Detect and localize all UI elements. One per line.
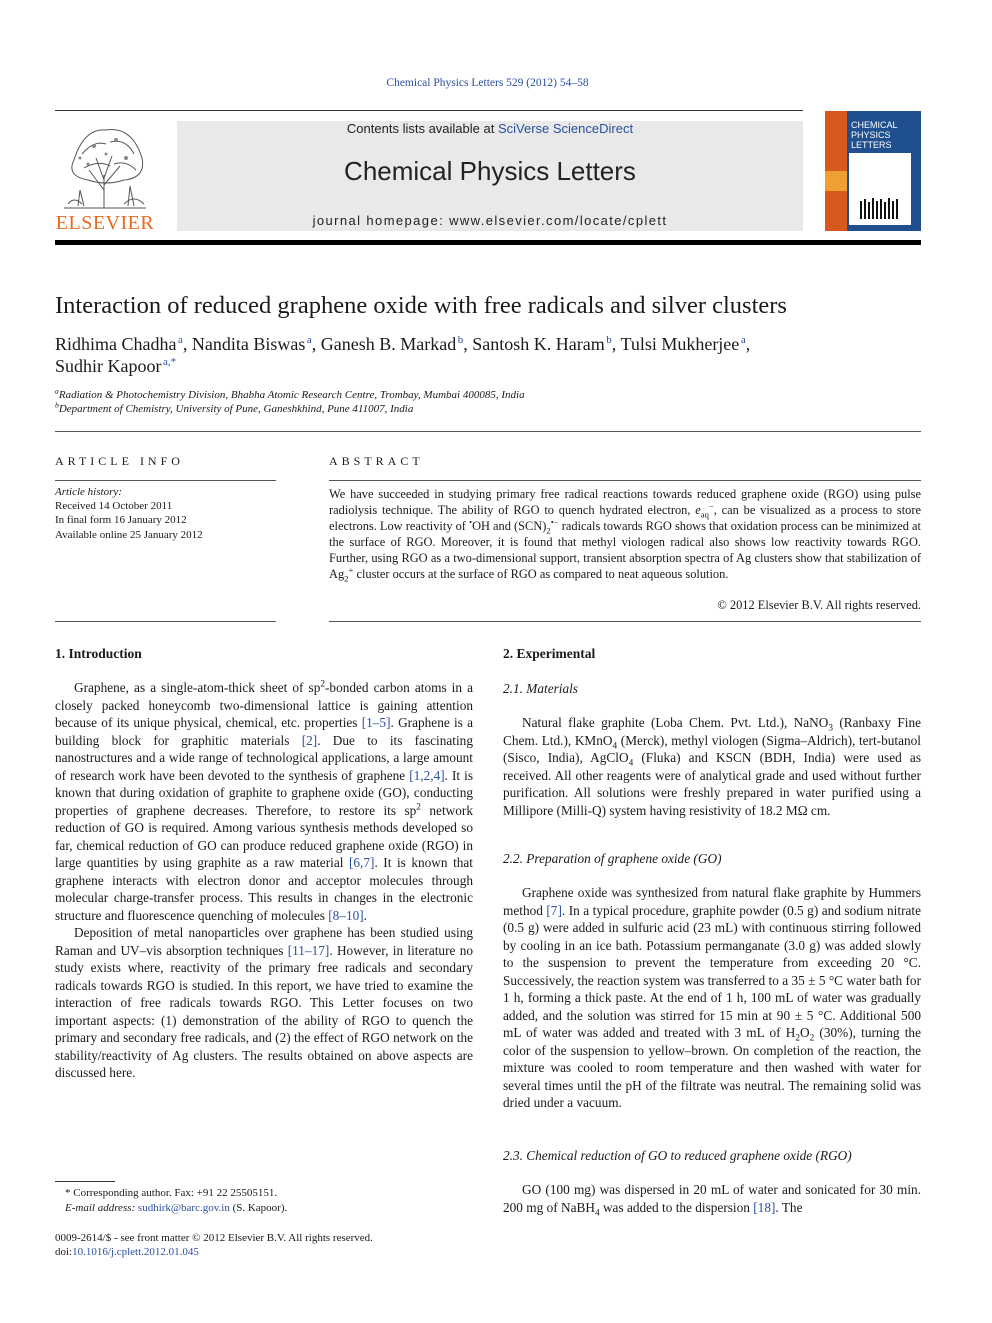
email-line — [55, 1201, 473, 1216]
final-form-date: In final form 16 January 2012 — [55, 514, 187, 527]
author-affil-mark[interactable]: a — [306, 334, 312, 346]
author-affil-mark[interactable]: a,* — [163, 356, 177, 368]
header-rule — [55, 110, 803, 111]
paragraph: Deposition of metal nanoparticles over graphene has been studied using Raman and UV–vis absorption techniques [11–17]. However, in literature no study exists where, reactivity of the primary free radicals and secondary radicals towards RGO is studied. In this report, we have tried to examine the interaction of free radicals towards RGO. This Letter focuses on two important aspects: (1) demonstration of the ability of RGO to quench the primary and secondary free radicals, and (2) the effect of RGO network on the stability/reactivity of Ag clusters. The results obtained on above aspects are discussed here. — [55, 925, 473, 1080]
paragraph: GO (100 mg) was dispersed in 20 mL of water and sonicated for 30 min. 200 mg of NaBH$_4$ was added to the dispersion [18]. The — [503, 1182, 921, 1219]
author-name: Nandita Biswas — [191, 334, 306, 354]
corresponding-author-footnote — [55, 1186, 473, 1215]
citation-link[interactable]: [18] — [753, 1199, 776, 1215]
publisher-logo-text: ELSEVIER — [55, 212, 155, 234]
homepage-prefix: journal homepage: — [312, 213, 450, 228]
citation-link[interactable]: [2] — [301, 732, 318, 748]
footnote-rule — [55, 1181, 115, 1182]
front-matter — [55, 1231, 473, 1259]
corresponding-author-note: * Corresponding author. Fax: +91 22 25505151. — [65, 1187, 278, 1199]
email-suffix: (S. Kapoor). — [229, 1201, 288, 1214]
cover-title-line: PHYSICS — [851, 130, 891, 140]
abstract-bottom-rule — [329, 621, 921, 622]
introduction-body — [55, 679, 473, 1082]
citation-link[interactable]: [11–17] — [287, 942, 330, 958]
affiliation-b — [55, 400, 414, 415]
affiliation-mark: a — [55, 386, 59, 396]
email-link[interactable]: sudhirk@barc.gov.in — [137, 1201, 230, 1214]
elsevier-logo — [54, 120, 156, 234]
affiliation-text: Radiation & Photochemistry Division, Bhabha Atomic Research Centre, Trombay, Mumbai 400085, India — [58, 389, 525, 401]
article-history — [55, 485, 276, 542]
abstract-text: We have succeeded in studying primary free radical reactions towards reduced graphene oxide (RGO) using pulse radiolysis technique. The ability of RGO to quench hydrated electron, $e_{aq}^-$, can be visualized as a process to store electrons. Low reactivity of •OH and $(SCN)_2^{•-}$ radicals towards RGO shows that oxidation process can be minimized at the surface of RGO. Moreover, it is found that methyl viologen radical also shows low reactivity towards RGO. Further, using RGO as a two-dimensional support, transient absorption spectra of Ag clusters show that stabilization of $Ag_2^+$ cluster occurs at the surface of RGO as compared to neat aqueous solution. — [329, 487, 921, 584]
author-name: Tulsi Mukherjee — [620, 334, 740, 354]
header-thick-rule — [55, 240, 921, 245]
materials-heading: 2.1. Materials — [503, 681, 578, 696]
author-affil-mark[interactable]: a — [178, 334, 183, 346]
journal-title: Chemical Physics Letters — [344, 156, 636, 186]
homepage-url[interactable]: www.elsevier.com/locate/cplett — [449, 213, 668, 228]
citation-link[interactable]: [7] — [546, 902, 562, 918]
author-name: Santosh K. Haram — [472, 334, 605, 354]
journal-cover — [825, 111, 921, 231]
author-affil-mark[interactable]: a — [740, 334, 746, 346]
sciencedirect-link[interactable]: SciVerse ScienceDirect — [497, 121, 634, 136]
article-info-bottom-rule — [55, 621, 276, 622]
author-affil-mark[interactable]: b — [606, 334, 612, 346]
introduction-heading: 1. Introduction — [55, 646, 142, 661]
citation-link[interactable]: [6,7] — [348, 855, 375, 870]
affiliation-mark: b — [55, 400, 59, 410]
author-name: Ganesh B. Markad — [320, 334, 457, 354]
doi-line — [55, 1245, 473, 1259]
citation-link[interactable]: [1–5] — [361, 715, 391, 730]
affiliation-a — [55, 386, 525, 401]
citation-link[interactable]: [1,2,4] — [409, 767, 445, 783]
abstract-rule — [329, 480, 921, 481]
affiliation-text: Department of Chemistry, University of Pune, Ganeshkhind, Pune 411007, India — [58, 403, 414, 415]
reduction-body — [503, 1181, 921, 1219]
article-info-rule — [55, 480, 276, 481]
abstract-heading: ABSTRACT — [329, 454, 424, 468]
contents-prefix: Contents lists available at — [346, 121, 498, 136]
issn-line: 0009-2614/$ - see front matter © 2012 Elsevier B.V. All rights reserved. — [55, 1232, 373, 1244]
received-date: Received 14 October 2011 — [55, 500, 173, 513]
experimental-heading: 2. Experimental — [503, 646, 596, 661]
online-date: Available online 25 January 2012 — [55, 528, 203, 541]
reduction-heading: 2.3. Chemical reduction of GO to reduced graphene oxide (RGO) — [503, 1148, 852, 1163]
author-affil-mark[interactable]: b — [457, 334, 464, 346]
doi-link[interactable]: 10.1016/j.cplett.2012.01.045 — [72, 1246, 199, 1258]
paragraph: Graphene, as a single-atom-thick sheet of $sp^2$-bonded carbon atoms in a closely packed honeycomb two-dimensional lattice is gaining attention because of its unique physical, chemical, etc. properties [1–5]. Graphene is a building block for graphitic materials [2]. Due to its fascinating nanostructures and a wide range of technological applications, a large amount of research work have been devoted to the synthesis of graphene [1,2,4]. It is known that during oxidation of graphite to graphene oxide (GO), conducting properties of graphene decreases. Therefore, to restore its $sp^2$ network reduction of GO is required. Among various synthesis methods developed so far, chemical reduction of GO can produce reduced graphene oxide (RGO) in large quantities by using graphite as a raw material [6,7]. It is known that graphene interacts with electron donor and acceptor molecules through molecular charge-transfer process. This results in changes in the electronic structure and fluorescence quenching of molecules [8–10]. — [55, 679, 474, 923]
article-info-heading: ARTICLE INFO — [55, 454, 184, 468]
article-title: Interaction of reduced graphene oxide with free radicals and silver clusters — [55, 292, 787, 319]
preparation-go-body — [503, 884, 921, 1112]
paragraph: Natural flake graphite (Loba Chem. Pvt. Ltd.), NaNO$_3$ (Ranbaxy Fine Chem. Ltd.), KMnO$_4$ (Merck), methyl viologen (Sigma–Aldrich), tert-butanol (Sisco, India), AgClO$_4$ (Fluka) and KSCN (BDH, India) were used as received. All other reagents were of analytical grade and used without further purification. All solutions were freshly prepared in water purified using a Millipore (Milli-Q) system having resistivity of 18.2 MΩ cm. — [503, 715, 921, 818]
history-label: Article history: — [55, 486, 122, 498]
author-name: Ridhima Chadha — [55, 334, 177, 354]
title-block-rule — [55, 431, 921, 432]
citation-link[interactable]: [8–10] — [328, 907, 364, 923]
author-name: Sudhir Kapoor — [55, 356, 162, 376]
author-list: Ridhima Chadha $^a$, Nandita Biswas $^a$, Ganesh B. Markad $^b$, Santosh K. Haram $^b$, Tulsi Mukherjee $^a$, Sudhir Kapoor $^{a,*}$ — [55, 334, 751, 376]
contents-line — [177, 121, 803, 136]
doi-prefix: doi: — [55, 1246, 73, 1258]
email-label: E-mail address: — [65, 1201, 136, 1214]
copyright-notice: © 2012 Elsevier B.V. All rights reserved. — [717, 598, 921, 612]
paragraph: Graphene oxide was synthesized from natural flake graphite by Hummers method [7]. In a typical procedure, graphite powder (0.5 g) and sodium nitrate (0.5 g) were added in sulfuric acid (23 mL) with continuous stirring followed by cooling in an ice bath. Potassium permanganate (3.0 g) was added slowly to the suspension to prevent the temperature from exceeding 20 °C. Successively, the reaction system was transferred to a 35 ± 5 °C water bath for 1 h, forming a thick paste. At the end of 1 h, 100 mL of water was gradually added, and the solution was stirred for 15 min at 90 ± 5 °C. Additional 500 mL of water was added and treated with 3 mL of $H_2O_2$ (30%), turning the color of the suspension to yellow–brown. On completion of the reaction, the mixture was cooled to room temperature and then washed with water for several times until the pH of the filtrate was neutral. The remaining solid was dried under a vacuum. — [503, 885, 921, 1110]
preparation-go-heading: 2.2. Preparation of graphene oxide (GO) — [503, 851, 722, 866]
journal-homepage — [177, 213, 803, 228]
cover-title-line: LETTERS — [851, 140, 892, 150]
journal-citation[interactable]: Chemical Physics Letters 529 (2012) 54–58 — [386, 77, 589, 89]
cover-title-line: CHEMICAL — [851, 120, 898, 130]
materials-body — [503, 714, 921, 819]
